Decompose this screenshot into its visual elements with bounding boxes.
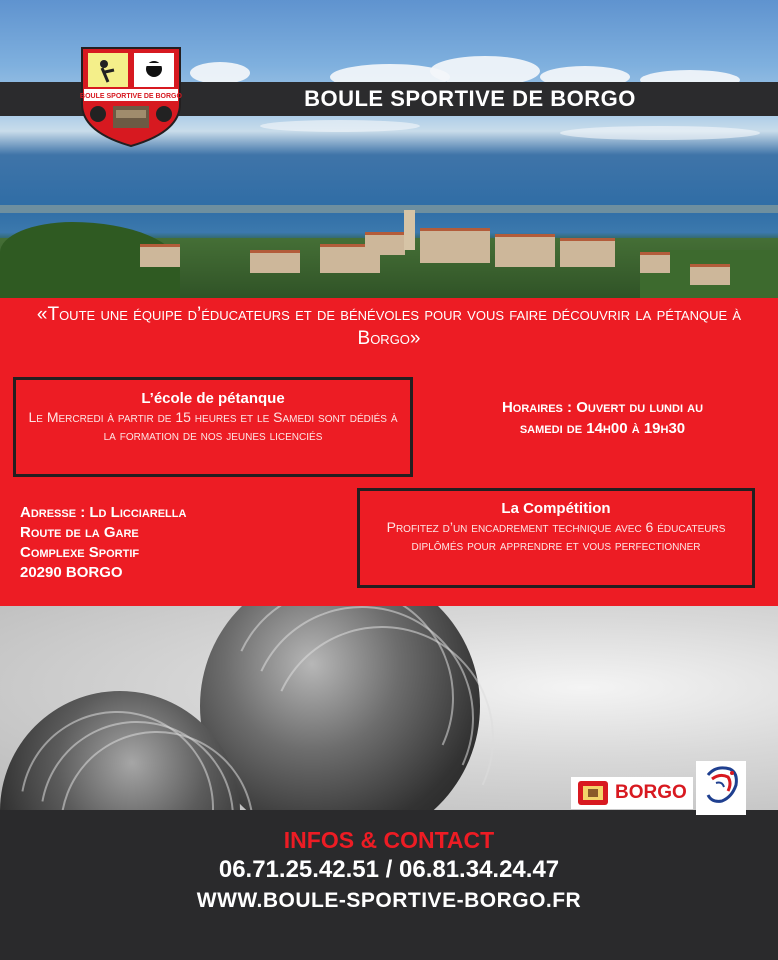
address-line-4: 20290 BORGO [20,564,123,581]
page-title: BOULE SPORTIVE DE BORGO [304,86,636,111]
intro-quote: «Toute une équipe d’éducateurs et de bénévoles pour vous faire découvrir la pétanque à Borgo» [36,304,742,349]
competition-text: Profitez d’un encadrement technique avec 6 éducateurs diplômés pour apprendre et vous perfectionner [386,519,726,553]
address-line-3: Complexe Sportif [20,544,140,561]
horaires [440,397,765,439]
logo-text: BOULE SPORTIVE DE BORGO [80,93,182,100]
competition-title: La Compétition [501,500,611,517]
club-shield-logo [78,44,184,148]
phone-numbers: 06.71.25.42.51 / 06.81.34.24.47 [218,856,560,883]
ecole-text: Le Mercredi à partir de 15 heures et le Samedi sont dédiés à la formation de nos jeunes licenciés [28,409,398,443]
website-link[interactable]: WWW.BOULE-SPORTIVE-BORGO.FR [196,889,582,912]
competition-box [357,488,755,588]
horaires-line-2: samedi de 14h00 à 19h30 [519,420,686,437]
contact-heading: INFOS & CONTACT [283,827,495,853]
address-line-2: Route de la Gare [20,524,139,541]
address [20,503,350,583]
address-line-1: Adresse : Ld Licciarella [20,504,187,521]
horaires-line-1: Horaires : Ouvert du lundi au [501,399,704,416]
petanque-ball-icon [200,606,480,810]
borgo-crest-icon [574,779,612,807]
ecole-box [13,377,413,477]
ffpjp-rooster-logo [696,761,746,815]
ecole-title: L’école de pétanque [141,390,285,407]
borgo-label: BORGO [615,782,687,803]
